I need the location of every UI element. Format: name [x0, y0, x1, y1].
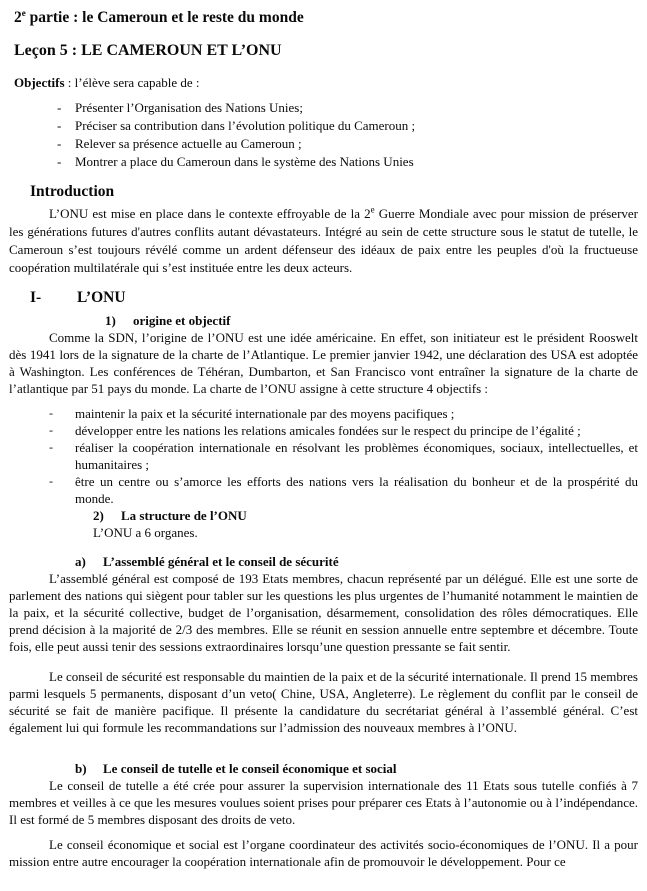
list-item: - être un centre ou s’amorce les efforts des nations vers la réalisation du bonheur et de la prospérité du monde. [41, 473, 638, 507]
objectives-list [9, 99, 638, 171]
onu-objectives-list [9, 405, 638, 507]
conseil-tutelle-paragraph: Le conseil de tutelle a été crée pour assurer la supervision internationale des 11 Etats sous tutelle confiés à 7 membres et veilles à ce que les mesures voulues soient prises pour préparer ces Etats à l’autonomie ou à l’indépendance. Il est formé de 5 membres disposant des droits de veto. [9, 778, 638, 827]
list-item: - développer entre les nations les relations amicales fondées sur le respect du principe de l’égalité ; [41, 422, 638, 439]
subsection-heading-origine [105, 312, 638, 329]
subsection-heading-b [75, 760, 638, 777]
subsection-heading-a [75, 553, 638, 570]
introduction-heading: Introduction [30, 183, 115, 200]
part-title-number: 2 [14, 9, 22, 26]
part-title [14, 8, 638, 27]
assemblee-paragraph: L’assemblé général est composé de 193 Etats membres, chacun représenté par un délégué. Elle est une sorte de parlement des nations qui siègent pour tabler sur les questions les plus urgentes de l’humanité notamment le maintien de la paix, et la sécurité collective, budget de l’organisation, désarmement, consolidation des rôles démocratiques. Elle prend décision à la majorité de 2/3 des membres. Elle se réunit en session annuelle entre septembre et décembre. Toute fois, elle peut aussi tenir des sessions extraordinaires lorsqu’une question pressante se fait sentir. [9, 571, 638, 654]
list-item: - Présenter l’Organisation des Nations Unies; [57, 99, 638, 117]
objectives-intro [14, 74, 638, 91]
introduction-text-before: L’ONU est mise en place dans le contexte effroyable de la 2 [49, 206, 371, 221]
conseil-securite-paragraph: Le conseil de sécurité est responsable du maintien de la paix et de la sécurité internationale. Il prend 15 membres parmi lesquels 5 permanents, disposant d’un veto( Chine, USA, Angleterre). Le règlement du conflit par le conseil de sécurité se fait de manière pacifique. Il présente la candidature du secrétariat général à l’assemblé général. C’est également lui qui formule les recommandations sur l’admission des nouveaux membres à l’ONU. [9, 669, 638, 735]
section-numeral: I- [30, 289, 42, 306]
subsection-title: La structure de l’ONU [121, 508, 247, 523]
subsection-title: Le conseil de tutelle et le conseil économique et social [103, 761, 397, 776]
subsection-letter: a) [75, 554, 86, 569]
list-item: - Préciser sa contribution dans l’évolution politique du Cameroun ; [57, 117, 638, 135]
objectives-label: Objectifs [14, 75, 65, 90]
part-title-text: partie : le Cameroun et le reste du monde [25, 9, 304, 26]
subsection-heading-structure [93, 507, 638, 524]
subsection-number: 2) [93, 508, 104, 523]
list-item: - Relever sa présence actuelle au Cameroun ; [57, 135, 638, 153]
list-item: - maintenir la paix et la sécurité internationale par des moyens pacifiques ; [41, 405, 638, 422]
subsection-title: origine et objectif [133, 313, 231, 328]
list-item: - Montrer a place du Cameroun dans le système des Nations Unies [57, 153, 638, 171]
section-heading-onu [30, 288, 638, 307]
objectives-intro-text: : l’élève sera capable de : [64, 75, 200, 90]
subsection-number: 1) [105, 313, 116, 328]
part-title-superscript: e [21, 7, 26, 18]
introduction-text-after: Guerre Mondiale avec pour mission de préserver les générations futures d'autres conflits autant dévastateurs. Intégré au sein de cette structure sous le statut de tutelle, le Cameroun s’est toujours révélé comme un ardent défenseur des idéaux de paix entre les peuples d'où la fructueuse coopération multilatérale qui s’est instituée entre les deux acteurs. [9, 206, 638, 275]
origine-paragraph: Comme la SDN, l’origine de l’ONU est une idée américaine. En effet, son initiateur est le président Rooswelt dès 1941 lors de la signature de la charte de l’Atlantique. Le premier janvier 1942, une déclaration des USA est adoptée à Washington. Les conférences de Téhéran, Dumbarton, et San Francisco vont entraîner la signature de la charte de l’atlantique par 51 pays du monde. La charte de l’ONU assigne à cette structure 4 objectifs : [9, 330, 638, 396]
list-item: - réaliser la coopération internationale en résolvant les problèmes économiques, sociaux, intellectuelles, et humanitaires ; [41, 439, 638, 473]
subsection-title: L’assemblé général et le conseil de sécurité [103, 554, 339, 569]
conseil-economique-paragraph: Le conseil économique et social est l’organe coordinateur des activités socio-économiques de l’ONU. Il a pour mission entre autre encourager la coopération internationale afin de promouvoir le développement. Pour ce [9, 837, 638, 869]
introduction-paragraph [9, 205, 638, 277]
organes-line: L’ONU a 6 organes. [93, 525, 198, 540]
lesson-title: Leçon 5 : LE CAMEROUN ET L’ONU [14, 42, 282, 59]
introduction-superscript: e [370, 204, 375, 215]
section-title: L’ONU [77, 289, 126, 306]
subsection-letter: b) [75, 761, 87, 776]
